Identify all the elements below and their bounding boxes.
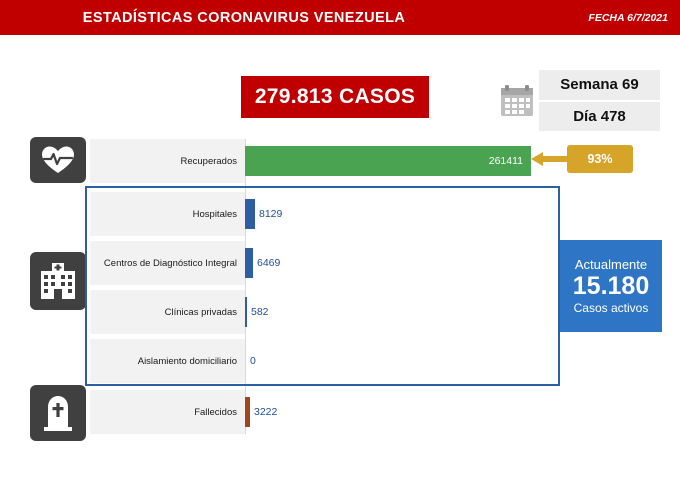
active-cases-panel <box>560 240 662 332</box>
tombstone-icon <box>30 385 86 441</box>
percent-arrow-icon <box>531 152 571 166</box>
day-number: Día 478 <box>539 102 660 132</box>
hospital-icon <box>30 252 86 310</box>
bar-value-recuperados: 261411 <box>488 155 523 167</box>
bar-value-cdi: 6469 <box>257 257 281 269</box>
bar-recuperados <box>245 146 531 176</box>
header-left-block <box>0 0 18 35</box>
bar-label-cdi: Centros de Diagnóstico Integral <box>90 241 245 285</box>
bar-value-clinicas: 582 <box>251 306 269 318</box>
active-cases-title: Actualmente <box>574 256 648 272</box>
bar-row-fallecidos <box>90 390 277 434</box>
bar-label-hospitales: Hospitales <box>90 192 245 236</box>
bar-hospitales <box>245 199 255 229</box>
header-date: FECHA 6/7/2021 <box>470 0 680 35</box>
bar-wrap-fallecidos <box>245 390 277 434</box>
bar-label-fallecidos: Fallecidos <box>90 390 245 434</box>
recovered-percent-badge: 93% <box>567 145 633 173</box>
bar-value-fallecidos: 3222 <box>254 406 278 418</box>
bar-wrap-recuperados <box>245 139 531 183</box>
bar-row-cdi <box>90 241 280 285</box>
week-day-panel <box>495 70 660 131</box>
bar-value-hospitales: 8129 <box>259 208 283 220</box>
bar-wrap-aislamiento <box>245 339 256 383</box>
header-bar <box>0 0 680 35</box>
bar-wrap-cdi <box>245 241 280 285</box>
week-day-values <box>539 70 660 131</box>
bar-wrap-clinicas <box>245 290 269 334</box>
bar-fallecidos <box>245 397 250 427</box>
bar-value-aislamiento: 0 <box>250 355 256 367</box>
active-cases-number: 15.180 <box>572 271 650 300</box>
bar-row-clinicas <box>90 290 269 334</box>
calendar-icon <box>495 70 539 131</box>
week-number: Semana 69 <box>539 70 660 102</box>
bar-label-recuperados: Recuperados <box>90 139 245 183</box>
bar-cdi <box>245 248 253 278</box>
page-title: ESTADÍSTICAS CORONAVIRUS VENEZUELA <box>18 0 470 35</box>
bar-label-aislamiento: Aislamiento domiciliario <box>90 339 245 383</box>
active-cases-subtitle: Casos activos <box>573 301 649 316</box>
total-cases-banner: 279.813 CASOS <box>241 76 429 118</box>
bar-row-hospitales <box>90 192 282 236</box>
heartbeat-icon <box>30 137 86 183</box>
bar-label-clinicas: Clínicas privadas <box>90 290 245 334</box>
bar-row-aislamiento <box>90 339 256 383</box>
bar-wrap-hospitales <box>245 192 282 236</box>
bar-clinicas <box>245 297 247 327</box>
